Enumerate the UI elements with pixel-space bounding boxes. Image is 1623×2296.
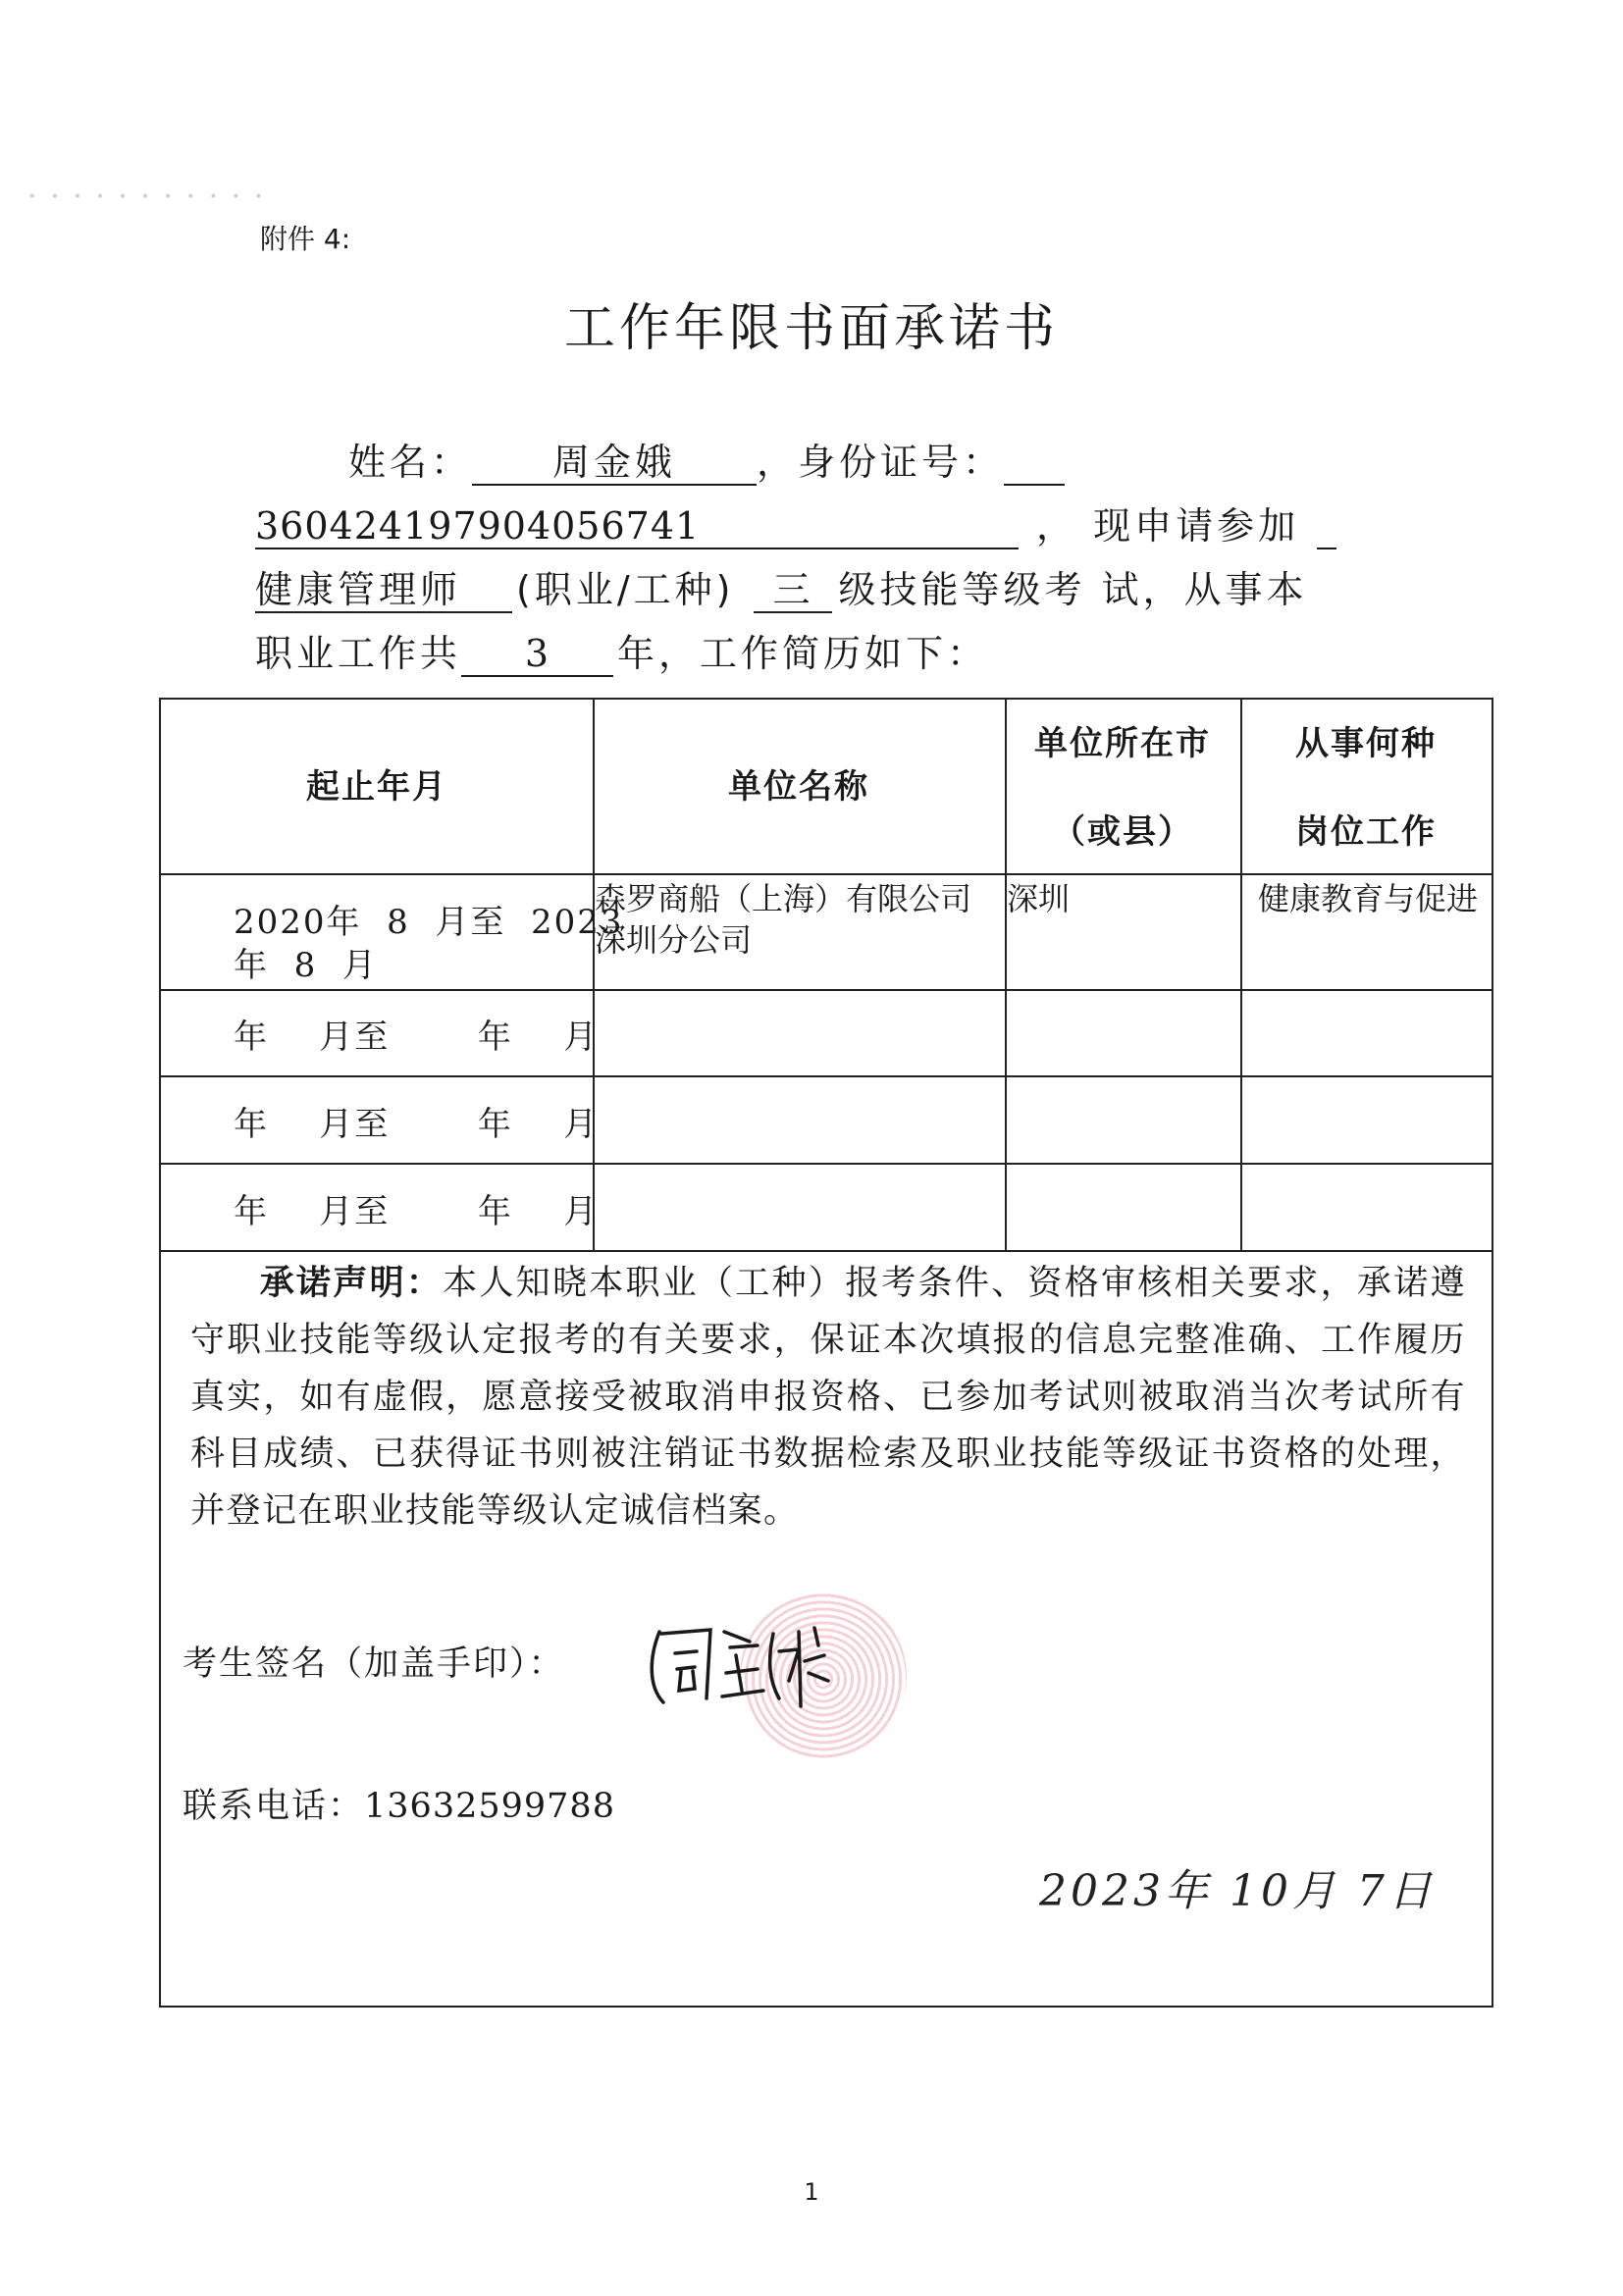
header-position-line1: 从事何种 [1295, 724, 1437, 763]
header-position-line2: 岗位工作 [1295, 812, 1437, 852]
work-history-table [159, 698, 1493, 2008]
pledge-heading: 承诺声明： [259, 1264, 444, 1303]
level-value: 三 [754, 568, 832, 613]
pledge-statement [190, 1255, 1466, 1539]
intro-line-2 [255, 496, 1336, 549]
name-value: 周金娥 [472, 441, 757, 486]
attachment-label: 附件 4: [260, 223, 351, 255]
handwritten-signature [642, 1612, 848, 1720]
name-label: 姓名： [348, 441, 473, 484]
row-1-period-line1: 2020年 8 月至 2023 [234, 903, 624, 942]
row-1-period [161, 873, 624, 989]
apply-label: ， 现申请参加 [1036, 504, 1300, 548]
id-underline-start [1004, 441, 1065, 486]
row-1-period-line2: 年 8 月 [234, 946, 378, 985]
signature-label: 考生签名（加盖手印）： [183, 1644, 565, 1684]
handwritten-date: 2023年 10月 7日 [1039, 1866, 1436, 1916]
years-value: 3 [461, 632, 613, 677]
page-number: 1 [804, 2178, 819, 2206]
header-period: 起止年月 [306, 766, 447, 807]
years-prefix: 职业工作共 [255, 632, 462, 675]
header-city-line2: （或县） [1052, 812, 1193, 852]
id-label: ，身份证号： [757, 441, 1005, 484]
intro-line-3 [255, 559, 1308, 613]
row-4-period: 年 月至 年 月 [234, 1192, 600, 1231]
id-value: 360424197904056741 [255, 504, 1019, 549]
header-company: 单位名称 [728, 766, 869, 807]
level-suffix: 级技能等级考 试，从事本 [838, 568, 1308, 611]
intro-line-4 [255, 623, 988, 677]
row-2-period: 年 月至 年 月 [234, 1018, 600, 1057]
table-rule [161, 1075, 1492, 1077]
apply-underline [1317, 504, 1336, 549]
phone-label: 联系电话： [183, 1787, 365, 1826]
header-city [1005, 700, 1240, 873]
phone-line [183, 1779, 615, 1828]
table-rule [161, 1250, 1492, 1252]
occupation-suffix: (职业/工种) [516, 568, 735, 611]
table-rule [161, 1163, 1492, 1165]
page-title: 工作年限书面承诺书 [563, 299, 1059, 358]
faded-header-text: · · · · · · · · · · · [27, 180, 266, 214]
pledge-body: 本人知晓本职业（工种）报考条件、资格审核相关要求，承诺遵守职业技能等级认定报考的有关要求，保证本次填报的信息完整准确、工作履历真实，如有虚假，愿意接受被取消申报资格、已参加考试则被取消当次考试所有科目成绩、已获得证书则被注销证书数据检索及职业技能等级证书资格的处理，并登记在职业技能等级认定诚信档案。 [190, 1264, 1466, 1531]
header-city-line1: 单位所在市 [1034, 724, 1211, 763]
row-1-position: 健康教育与促进 [1257, 880, 1478, 917]
phone-value: 13632599788 [364, 1787, 615, 1826]
intro-line-1 [348, 432, 1065, 486]
header-position [1240, 700, 1492, 873]
row-1-company: 森罗商船（上海）有限公司深圳分公司 [595, 880, 972, 959]
row-3-period: 年 月至 年 月 [234, 1105, 600, 1144]
table-rule [161, 989, 1492, 991]
occupation-value: 健康管理师 [255, 568, 512, 613]
years-suffix: 年，工作简历如下： [617, 632, 989, 675]
row-1-city: 深圳 [1007, 880, 1071, 917]
